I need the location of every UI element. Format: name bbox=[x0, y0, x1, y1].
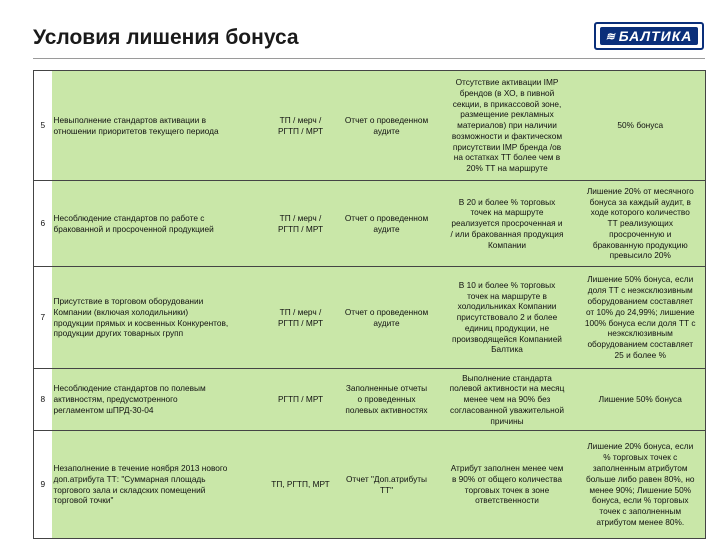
source-cell: Отчет о проведенном аудите bbox=[344, 212, 429, 234]
source-cell: Отчет о проведенном аудите bbox=[344, 306, 429, 328]
condition-cell: Несоблюдение стандартов по работе с бракованной и просроченной продукцией bbox=[53, 212, 214, 234]
condition-cell: Незаполнение в течение ноября 2013 нового доп.атрибута ТТ: "Суммарная площадь торгового зала и складских помещений торговой точки" bbox=[53, 462, 228, 506]
source-cell: Отчет "Доп.атрибуты ТТ" bbox=[345, 473, 428, 495]
baltika-logo-badge bbox=[600, 27, 699, 45]
table-row bbox=[34, 71, 706, 181]
table-row bbox=[34, 369, 706, 431]
criterion-cell: В 10 и более % торговых точек на маршруте в холодильниках Компании присутствовало 2 и более единиц продукции, не производящейся Компанией Балтика bbox=[452, 279, 562, 355]
sanction-cell: Лишение 50% бонуса bbox=[598, 394, 682, 405]
logo-text: БАЛТИКА bbox=[618, 28, 693, 44]
row-number: 9 bbox=[34, 431, 52, 539]
role-cell: ТП, РГТП, МРТ bbox=[271, 479, 330, 490]
sanction-cell: Лишение 20% от месячного бонуса за каждый аудит, в ходе которого количество ТТ реализующих просроченную и бракованную продукцию превысило 20% bbox=[586, 185, 694, 261]
role-cell: ТП / мерч / РГТП / МРТ bbox=[277, 114, 324, 136]
condition-cell: Несоблюдение стандартов по полевым активностям, предусмотренного регламентом шПРД-30-04 bbox=[53, 383, 206, 415]
row-number: 6 bbox=[34, 181, 52, 267]
sanction-cell: Лишение 50% бонуса, если доля ТТ с неэксклюзивным оборудованием составляет от 10% до 24,99%; лишение 100% бонуса если доля ТТ с неэксклюзивным оборудованием составляет 25 и более % bbox=[584, 274, 696, 360]
condition-cell: Невыполнение стандартов активации в отношении приоритетов текущего периода bbox=[53, 114, 219, 136]
sanction-cell: 50% бонуса bbox=[617, 120, 664, 131]
role-cell: ТП / мерч / РГТП / МРТ bbox=[277, 306, 324, 328]
role-cell: ТП / мерч / РГТП / МРТ bbox=[277, 212, 324, 234]
wave-icon: ≋ bbox=[605, 30, 616, 43]
bonus-conditions-table bbox=[33, 70, 706, 539]
criterion-cell: В 20 и более % торговых точек на маршруте реализуется просроченная и / или бракованная продукция Компании bbox=[450, 196, 564, 250]
header-divider bbox=[33, 58, 705, 59]
criterion-cell: Отсутствие активации IMP брендов (в ХО, в пивной секции, в прикассовой зоне, размещение рекламных материалов) при наличии возможности и фактическом присутствии IMP бренда /ов на остатках ТТ более чем в 20% ТТ на маршруте bbox=[451, 76, 563, 174]
row-number: 8 bbox=[34, 369, 52, 431]
sanction-cell: Лишение 20% бонуса, если % торговых точек с заполненным атрибутом больше либо равен 80%, но менее 90%; Лишение 50% бонуса, если % торговых точек с заполненным атрибутом менее 80%. bbox=[585, 441, 695, 527]
table-row bbox=[34, 431, 706, 539]
page-title: Условия лишения бонуса bbox=[33, 26, 299, 49]
table-row bbox=[34, 181, 706, 267]
source-cell: Отчет о проведенном аудите bbox=[344, 114, 429, 136]
row-number: 7 bbox=[34, 267, 52, 369]
source-cell: Заполненные отчеты о проведенных полевых активностях bbox=[345, 383, 428, 415]
role-cell: РГТП / МРТ bbox=[277, 394, 324, 405]
row-number: 5 bbox=[34, 71, 52, 181]
criterion-cell: Атрибут заполнен менее чем в 90% от общего количества торговых точек в зоне ответственности bbox=[450, 462, 564, 506]
table-row bbox=[34, 267, 706, 369]
baltika-logo bbox=[594, 22, 704, 50]
condition-cell: Присутствие в торговом оборудовании Компании (включая холодильники) продукции прямых и косвенных Конкурентов, продукции других товарных групп bbox=[53, 295, 229, 339]
criterion-cell: Выполнение стандарта полевой активности на месяц менее чем на 90% без согласованной уважительной причины bbox=[449, 372, 565, 426]
